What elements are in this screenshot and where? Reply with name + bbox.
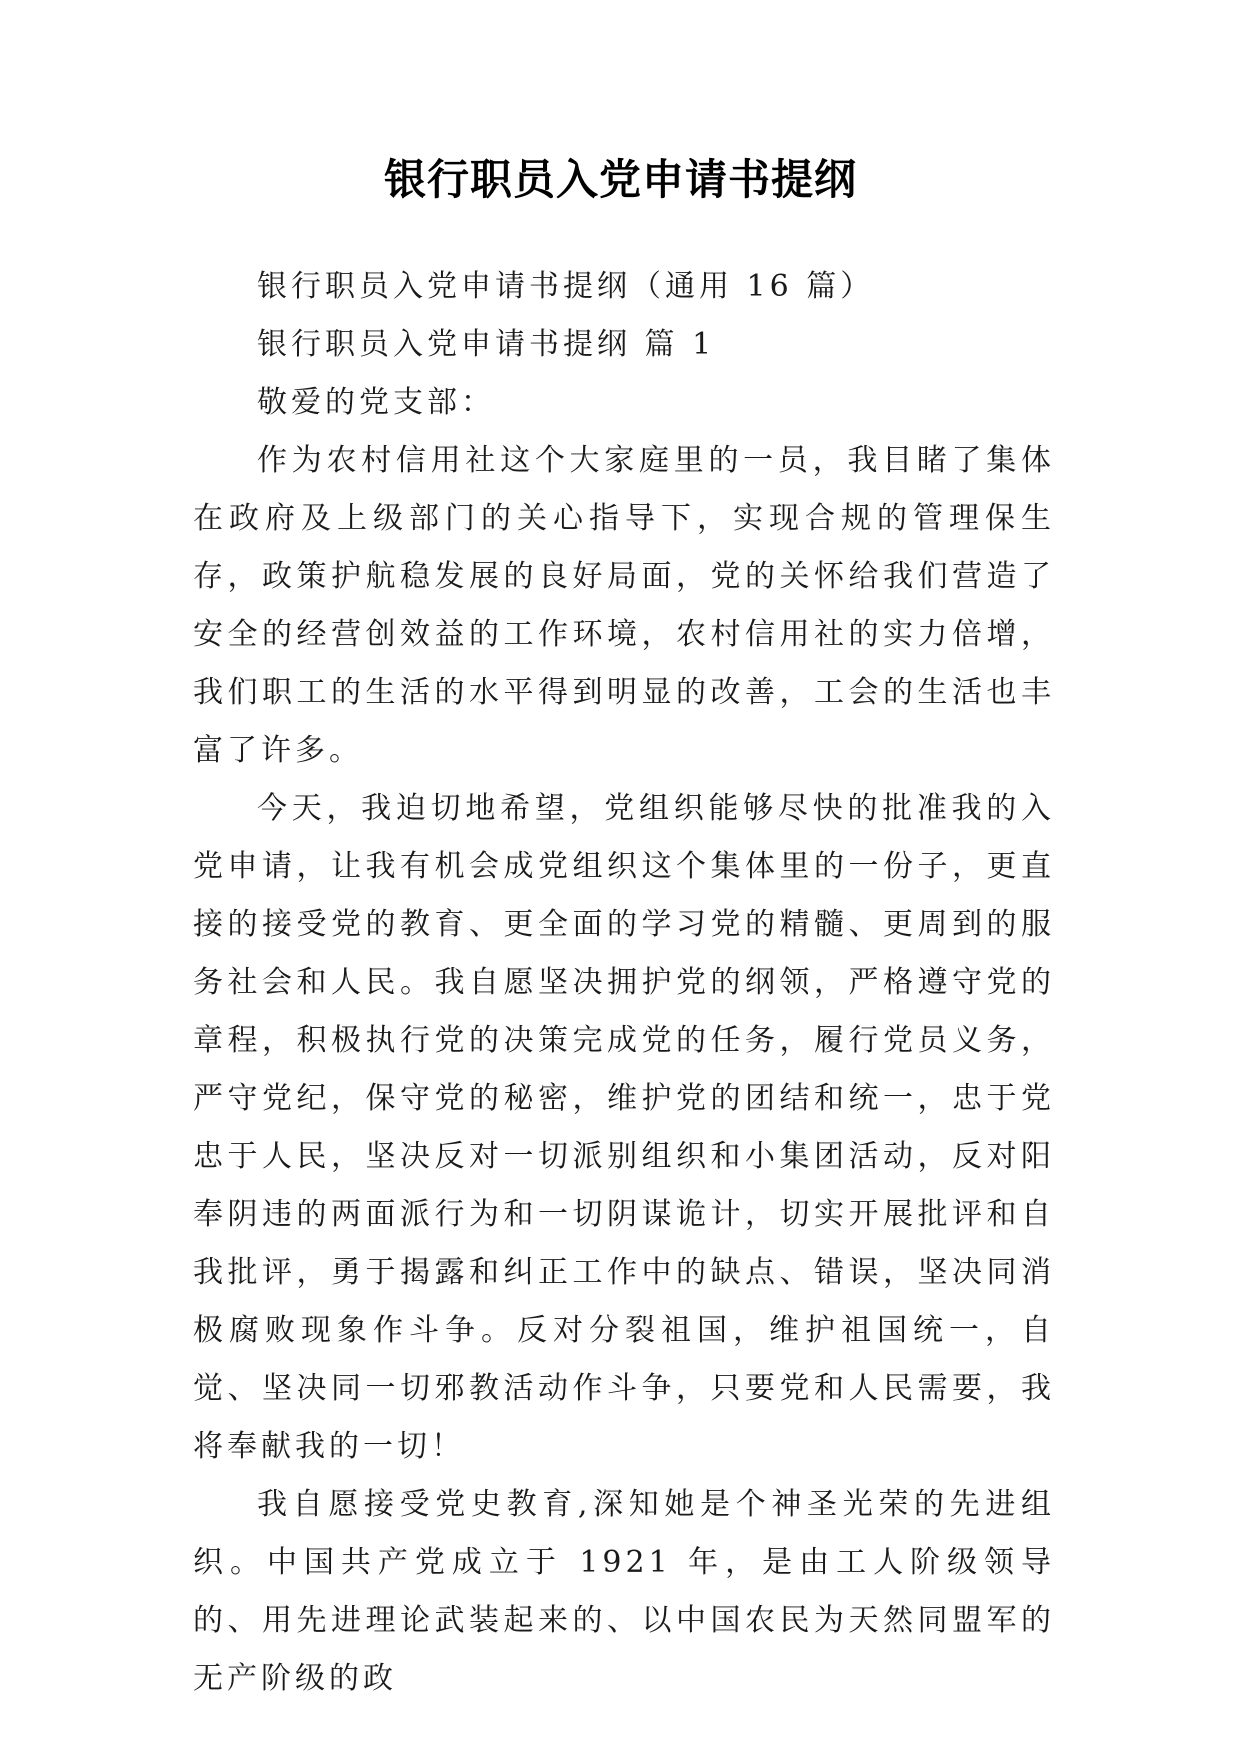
paragraph-salutation: 敬爱的党支部：	[257, 385, 495, 420]
paragraph-section-heading: 银行职员入党申请书提纲 篇 1	[257, 327, 716, 362]
paragraph-body: 作为农村信用社这个大家庭里的一员，我目睹了集体在政府及上级部门的关心指导下，实现合规的管理保生存，政策护航稳发展的良好局面，党的关怀给我们营造了安全的经营创效益的工作环境，农村信用社的实力倍增，我们职工的生活的水平得到明显的改善，工会的生活也丰富了许多。	[193, 443, 1055, 768]
paragraph-body: 我自愿接受党史教育,深知她是个神圣光荣的先进组织。中国共产党成立于 1921 年，是由工人阶级领导的、用先进理论武装起来的、以中国农民为天然同盟军的无产阶级的政	[193, 1487, 1055, 1696]
document-body	[193, 258, 1055, 1708]
paragraph-body: 今天，我迫切地希望，党组织能够尽快的批准我的入党申请，让我有机会成党组织这个集体里的一份子，更直接的接受党的教育、更全面的学习党的精髓、更周到的服务社会和人民。我自愿坚决拥护党的纲领，严格遵守党的章程，积极执行党的决策完成党的任务，履行党员义务，严守党纪，保守党的秘密，维护党的团结和统一，忠于党忠于人民，坚决反对一切派别组织和小集团活动，反对阳奉阴违的两面派行为和一切阴谋诡计，切实开展批评和自我批评，勇于揭露和纠正工作中的缺点、错误，坚决同消极腐败现象作斗争。反对分裂祖国，维护祖国统一，自觉、坚决同一切邪教活动作斗争，只要党和人民需要，我将奉献我的一切！	[193, 791, 1055, 1464]
paragraph-subtitle: 银行职员入党申请书提纲（通用 16 篇）	[257, 269, 875, 304]
document-title: 银行职员入党申请书提纲	[383, 155, 857, 204]
